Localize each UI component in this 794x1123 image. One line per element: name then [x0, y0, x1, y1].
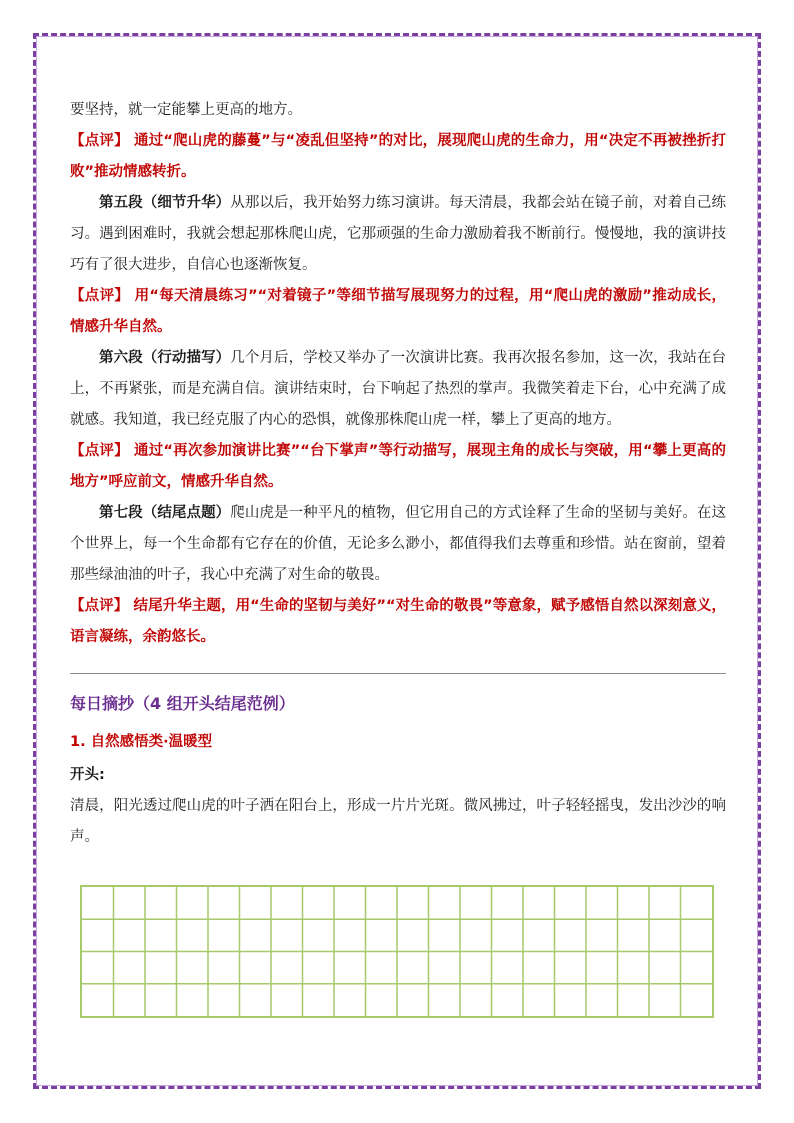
- comment-7: [70, 591, 726, 653]
- writing-grid-lines: [82, 887, 712, 1016]
- paragraph-6: [70, 343, 726, 436]
- paragraph-text: 爬山虎是一种平凡的植物，但它用自己的方式诠释了生命的坚韧与美好。在这个世界上，每一个生命都有它存在的价值，无论多么渺小，都值得我们去尊重和珍惜。站在窗前，望着那些绿油油的叶子，我心中充满了对生命的敬畏。: [70, 505, 726, 583]
- daily-excerpt-title: 每日摘抄（4 组开头结尾范例）: [70, 694, 295, 713]
- comment-tag: 【点评】: [70, 133, 129, 149]
- comment-4: [70, 126, 726, 188]
- section-divider: [70, 673, 726, 674]
- comment-text: 结尾升华主题，用“生命的坚韧与美好”“对生命的敬畏”等意象，赋予感悟自然以深刻意义，语言凝练，余韵悠长。: [70, 598, 726, 645]
- paragraph-text: 从那以后，我开始努力练习演讲。每天清晨，我都会站在镜子前，对着自己练习。遇到困难时，我就会想起那株爬山虎，它那顽强的生命力激励着我不断前行。慢慢地，我的演讲技巧有了很大进步，自信心也逐渐恢复。: [70, 195, 726, 273]
- paragraph-5: [70, 188, 726, 281]
- paragraph-heading: 第六段（行动描写）: [99, 350, 231, 366]
- comment-5: [70, 281, 726, 343]
- opening-label: 开头:: [70, 767, 105, 783]
- article-body: [70, 95, 726, 853]
- paragraph-heading: 第七段（结尾点题）: [99, 505, 231, 521]
- comment-tag: 【点评】: [70, 288, 130, 304]
- opening-text: 清晨，阳光透过爬山虎的叶子洒在阳台上，形成一片片光斑。微风拂过，叶子轻轻摇曳，发出沙沙的响声。: [70, 798, 726, 845]
- comment-text: 用“每天清晨练习”“对着镜子”等细节描写展现努力的过程，用“爬山虎的激励”推动成长，情感升华自然。: [70, 288, 726, 335]
- comment-text: 通过“再次参加演讲比赛”“台下掌声”等行动描写，展现主角的成长与突破，用“攀上更高的地方”呼应前文，情感升华自然。: [70, 443, 726, 490]
- comment-6: [70, 436, 726, 498]
- comment-tag: 【点评】: [70, 598, 129, 614]
- group-1-title: 1. 自然感悟类·温暖型: [70, 734, 213, 750]
- writing-grid[interactable]: [80, 885, 714, 1018]
- comment-tag: 【点评】: [70, 443, 129, 459]
- paragraph-7: [70, 498, 726, 591]
- paragraph-heading: 第五段（细节升华）: [99, 195, 231, 211]
- comment-text: 通过“爬山虎的藤蔓”与“凌乱但坚持”的对比，展现爬山虎的生命力，用“决定不再被挫折打败”推动情感转折。: [70, 133, 726, 180]
- paragraph-text: 几个月后，学校又举办了一次演讲比赛。我再次报名参加，这一次，我站在台上，不再紧张，而是充满自信。演讲结束时，台下响起了热烈的掌声。我微笑着走下台，心中充满了成就感。我知道，我已经克服了内心的恐惧，就像那株爬山虎一样，攀上了更高的地方。: [70, 350, 726, 428]
- paragraph-continued: 要坚持，就一定能攀上更高的地方。: [70, 102, 302, 118]
